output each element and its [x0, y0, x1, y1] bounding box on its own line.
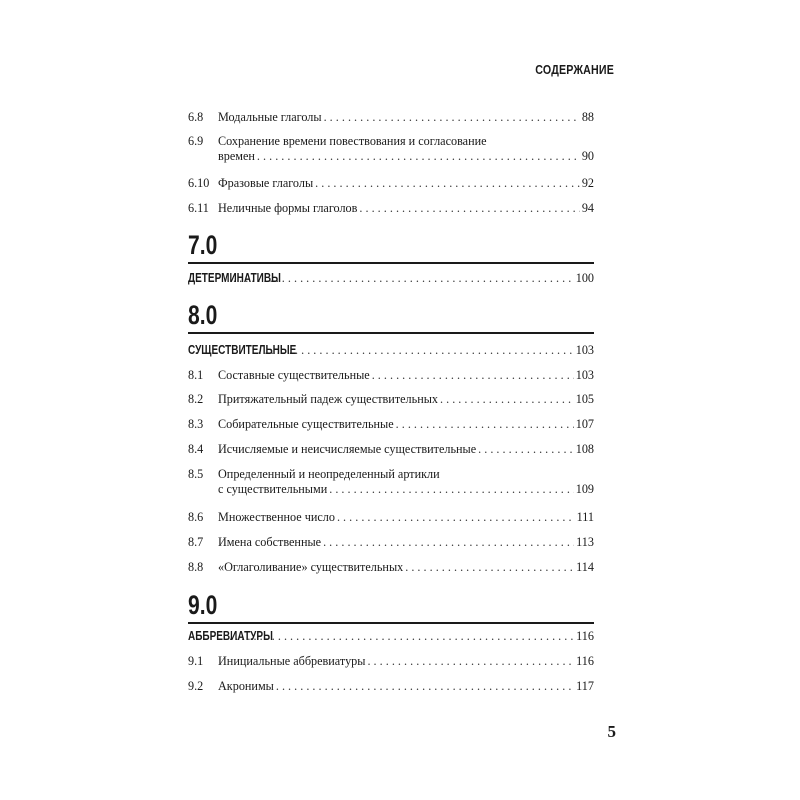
- entry-number: 8.5: [188, 467, 204, 481]
- toc-chapter-8[interactable]: [188, 343, 594, 358]
- chapter-number: 9.0: [188, 590, 218, 620]
- running-head: СОДЕРЖАНИЕ: [535, 62, 614, 77]
- toc-chapter-7[interactable]: [188, 271, 594, 286]
- entry-number: 8.2: [188, 392, 204, 406]
- dot-leader: [337, 510, 575, 525]
- dot-leader: [367, 654, 574, 669]
- entry-title: времен: [218, 149, 255, 163]
- entry-title: Имена собственные: [218, 535, 322, 549]
- entry-page: 117: [576, 679, 594, 693]
- entry-number: 6.8: [188, 110, 204, 124]
- chapter-number: 8.0: [188, 300, 218, 330]
- entry-page: 94: [581, 201, 594, 215]
- dot-leader: [276, 679, 574, 694]
- chapter-page: 103: [575, 343, 594, 357]
- entry-number: 6.11: [188, 201, 209, 215]
- table-of-contents: [188, 0, 594, 800]
- entry-page: 111: [576, 510, 594, 524]
- toc-chapter-9[interactable]: [188, 629, 594, 644]
- chapter-rule: [188, 262, 594, 264]
- chapter-page: 116: [576, 629, 594, 643]
- chapter-number: 7.0: [188, 230, 218, 260]
- entry-title: Множественное число: [218, 510, 335, 524]
- entry-title: Фразовые глаголы: [218, 176, 314, 190]
- entry-page: 114: [576, 560, 594, 574]
- entry-number: 8.4: [188, 442, 204, 456]
- entry-number: 8.6: [188, 510, 204, 524]
- dot-leader: [233, 271, 574, 286]
- dot-leader: [315, 176, 580, 191]
- entry-number: 8.8: [188, 560, 204, 574]
- entry-page: 107: [575, 417, 594, 431]
- entry-number: 9.1: [188, 654, 204, 668]
- dot-leader: [478, 442, 574, 457]
- entry-title: Исчисляемые и неисчисляемые существительные: [218, 442, 477, 456]
- chapter-rule: [188, 332, 594, 334]
- dot-leader: [223, 629, 574, 644]
- entry-number: 8.3: [188, 417, 204, 431]
- entry-number: 8.7: [188, 535, 204, 549]
- entry-title: с существительными: [218, 482, 328, 496]
- dot-leader: [329, 482, 573, 497]
- dot-leader: [372, 368, 574, 383]
- entry-number: 6.9: [188, 134, 204, 148]
- entry-title-line1: Определенный и неопределенный артикли: [218, 467, 440, 481]
- entry-title: Составные существительные: [218, 368, 370, 382]
- entry-title: Собирательные существительные: [218, 417, 394, 431]
- chapter-page: 100: [575, 271, 594, 285]
- entry-page: 113: [576, 535, 594, 549]
- chapter-title: АББРЕВИАТУРЫ: [188, 629, 273, 643]
- dot-leader: [405, 560, 574, 575]
- entry-title-line1: Сохранение времени повествования и согласование: [218, 134, 487, 148]
- chapter-title: СУЩЕСТВИТЕЛЬНЫЕ: [188, 343, 297, 357]
- chapter-title: ДЕТЕРМИНАТИВЫ: [188, 271, 281, 285]
- entry-title: Неличные формы глаголов: [218, 201, 358, 215]
- dot-leader: [257, 149, 580, 164]
- entry-number: 9.2: [188, 679, 204, 693]
- entry-page: 108: [575, 442, 594, 456]
- entry-page: 105: [575, 392, 594, 406]
- entry-number: 8.1: [188, 368, 204, 382]
- entry-title: «Оглаголивание» существительных: [218, 560, 404, 574]
- entry-page: 116: [576, 654, 594, 668]
- dot-leader: [440, 392, 574, 407]
- entry-number: 6.10: [188, 176, 210, 190]
- dot-leader: [324, 110, 580, 125]
- chapter-rule: [188, 622, 594, 624]
- entry-page: 92: [581, 176, 594, 190]
- entry-page: 109: [575, 482, 594, 496]
- page-number: 5: [607, 722, 616, 741]
- dot-leader: [323, 535, 574, 550]
- dot-leader: [396, 417, 574, 432]
- entry-page: 88: [581, 110, 594, 124]
- dot-leader: [359, 201, 579, 216]
- entry-page: 90: [581, 149, 594, 163]
- dot-leader: [252, 343, 573, 358]
- entry-page: 103: [575, 368, 594, 382]
- entry-title: Инициальные аббревиатуры: [218, 654, 366, 668]
- entry-title: Притяжательный падеж существительных: [218, 392, 438, 406]
- entry-title: Модальные глаголы: [218, 110, 322, 124]
- entry-title: Акронимы: [218, 679, 274, 693]
